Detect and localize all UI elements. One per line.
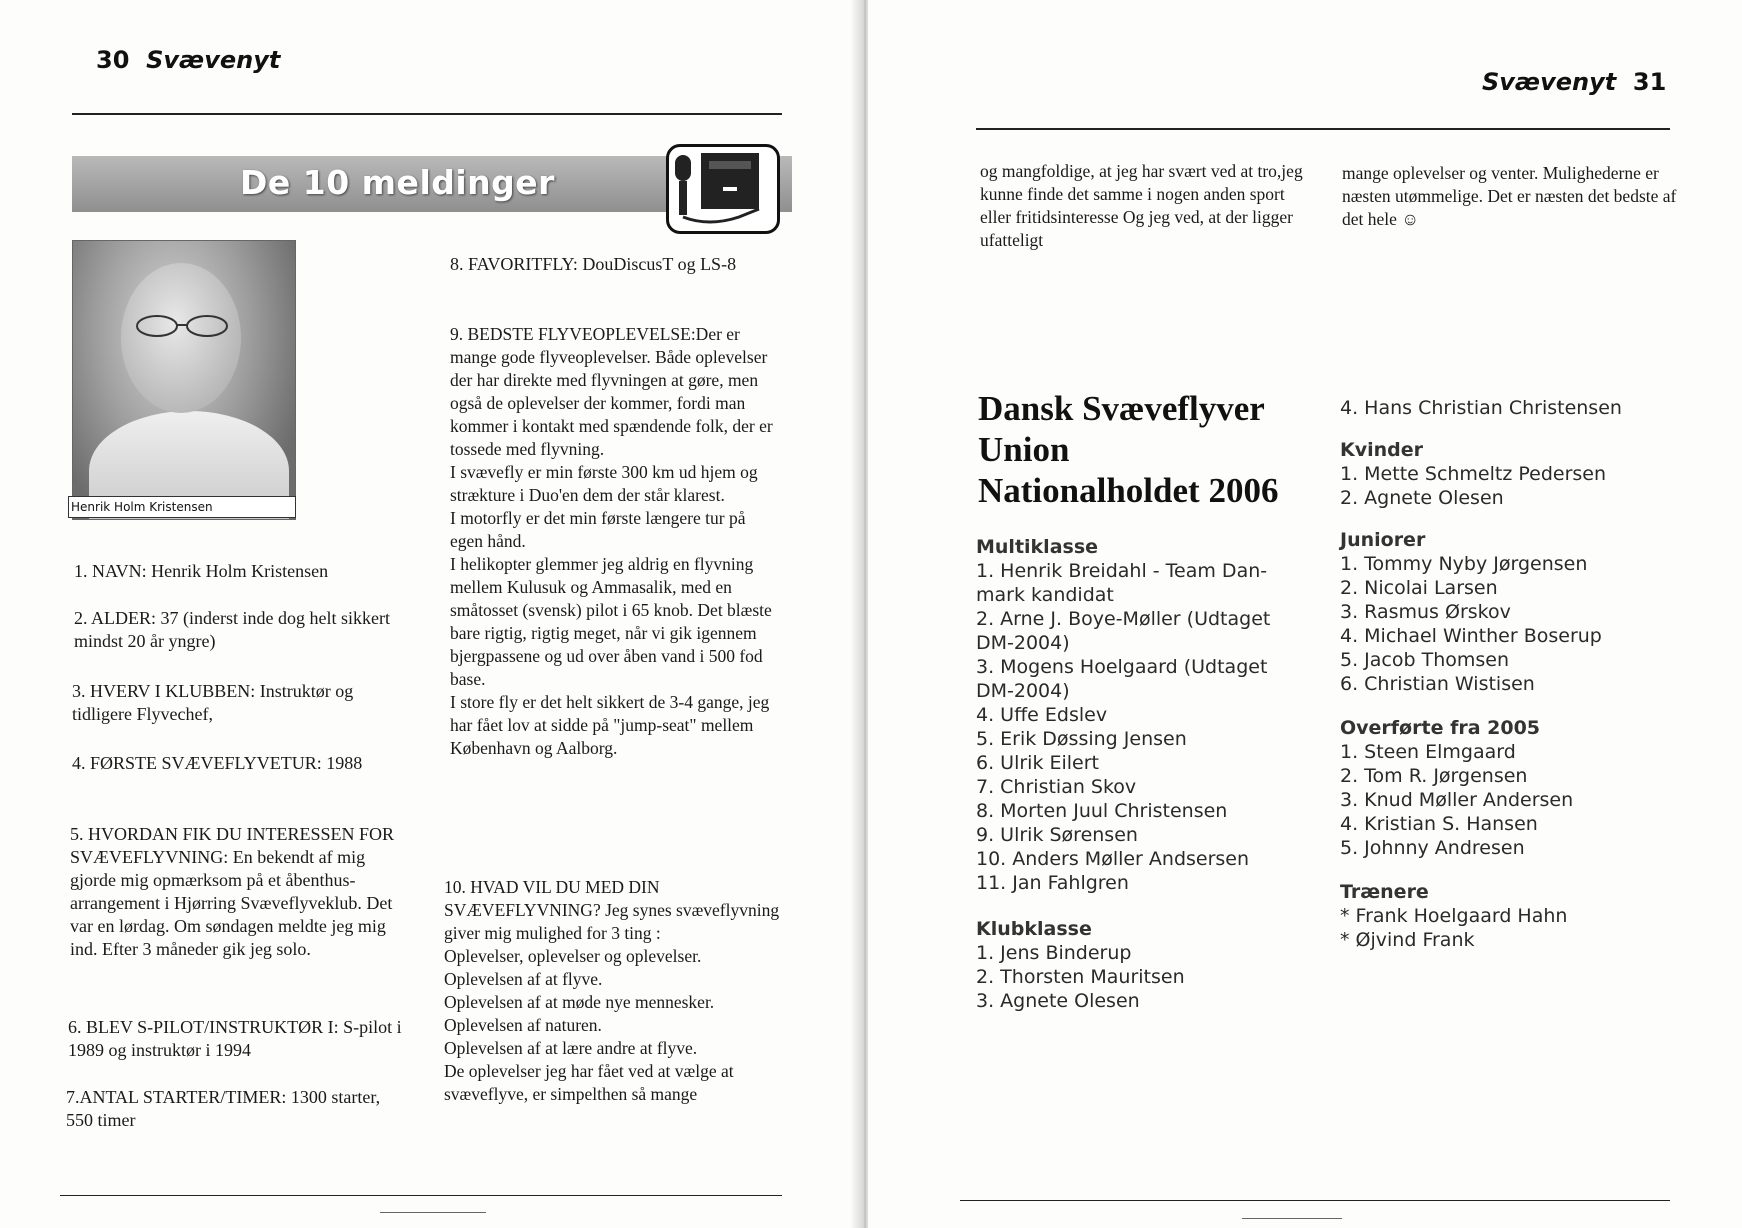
list-item: * Frank Hoelgaard Hahn [1340, 905, 1568, 927]
page-header-right [1482, 68, 1666, 96]
qa-10-para: 10. HVAD VIL DU MED DIN SVÆVEFLYVNING? Jeg synes svæveflyvning giver mig mulighed for 3 ting : [444, 877, 780, 943]
list-item: 1. Mette Schmeltz Pedersen [1340, 463, 1607, 485]
title-line: Dansk Svæveflyver [978, 389, 1265, 428]
qa-9-para: 9. BEDSTE FLYVEOPLEVELSE:Der er mange gode flyveoplevelser. Både oplevelser der har direkte med flyvningen at gøre, men også de oplevelser der kommer, fordi man kommer i kontakt med spændende folk, der er tossede med flyvning. [450, 324, 773, 459]
qa-4: 4. FØRSTE SVÆVEFLYVETUR: 1988 [72, 753, 363, 773]
microphone-radio-icon [666, 144, 780, 234]
list-item: mark kandidat [976, 584, 1114, 606]
list-item: 11. Jan Fahlgren [976, 872, 1129, 894]
list-item: 9. Ulrik Sørensen [976, 824, 1138, 846]
klubklasse-heading: Klubklasse [976, 918, 1092, 940]
list-item: 6. Christian Wistisen [1340, 673, 1535, 695]
list-item: 3. Agnete Olesen [976, 990, 1140, 1012]
header-rule-right [976, 128, 1670, 130]
photo-caption: Henrik Holm Kristensen [68, 496, 296, 518]
footer-glider-mark-right [1242, 1206, 1342, 1219]
traenere-heading: Trænere [1340, 881, 1429, 903]
list-item: 10. Anders Møller Andsersen [976, 848, 1250, 870]
list-item: 7. Christian Skov [976, 776, 1137, 798]
qa-10-para: Oplevelsen af at lære andre at flyve. [444, 1038, 698, 1058]
page-header-left [96, 46, 280, 74]
list-item: 8. Morten Juul Christensen [976, 800, 1228, 822]
footer-rule-right [960, 1200, 1670, 1201]
qa-10-para: Oplevelsen af at møde nye mennesker. [444, 992, 715, 1012]
qa-3: 3. HVERV I KLUBBEN: Instruktør og tidligere Flyvechef, [72, 681, 354, 724]
list-item: 1. Jens Binderup [976, 942, 1132, 964]
qa-8: 8. FAVORITFLY: DouDiscusT og LS-8 [450, 254, 737, 274]
qa-7: 7.ANTAL STARTER/TIMER: 1300 starter, 550 timer [66, 1087, 381, 1130]
qa-10-para: De oplevelser jeg har fået ved at vælge at svæveflyve, er simpelthen så mange [444, 1061, 734, 1104]
team-list-col2 [1340, 396, 1622, 952]
list-item: 3. Rasmus Ørskov [1340, 601, 1511, 623]
qa-2: 2. ALDER: 37 (inderst inde dog helt sikkert mindst 20 år yngre) [74, 608, 390, 651]
page-number-right: 31 [1632, 68, 1667, 96]
overforte-heading: Overførte fra 2005 [1340, 717, 1541, 739]
footer-glider-mark-left [380, 1200, 486, 1213]
magazine-name-left: Svævenyt [146, 46, 281, 74]
list-item: 2. Nicolai Larsen [1340, 577, 1498, 599]
list-item: 5. Jacob Thomsen [1340, 649, 1509, 671]
list-item: 2. Thorsten Mauritsen [976, 966, 1185, 988]
header-rule-left [72, 113, 782, 115]
list-item: 1. Steen Elmgaard [1340, 741, 1516, 763]
juniorer-heading: Juniorer [1340, 529, 1426, 551]
qa-9-para: I helikopter glemmer jeg aldrig en flyvning mellem Kulusuk og Ammasalik, med en småtosset (svensk) pilot i 65 knob. Det blæste bare rigtig, rigtig meget, når vi gik igennem bjergpassene og ud over åben vand i 500 fod base. [450, 554, 772, 689]
qa-10-para: Oplevelsen af at flyve. [444, 969, 603, 989]
magazine-name-right: Svævenyt [1482, 68, 1617, 96]
qa-9-para: I motorfly er det min første længere tur på egen hånd. [450, 508, 746, 551]
list-item: DM-2004) [976, 680, 1070, 702]
qa-10 [444, 876, 784, 1106]
national-team-title [978, 388, 1278, 511]
team-list-col1 [976, 535, 1270, 1013]
list-item: 2. Arne J. Boye-Møller (Udtaget [976, 608, 1271, 630]
footer-rule-left [60, 1195, 782, 1196]
qa-10-para: Oplevelsen af naturen. [444, 1015, 602, 1035]
qa-6: 6. BLEV S-PILOT/INSTRUKTØR I: S-pilot i 1989 og instruktør i 1994 [68, 1017, 402, 1060]
kvinder-heading: Kvinder [1340, 439, 1424, 461]
title-line: Union [978, 430, 1070, 469]
banner-title: De 10 meldinger [240, 163, 555, 202]
qa-9 [450, 323, 782, 760]
list-item: 6. Ulrik Eilert [976, 752, 1099, 774]
list-item: 1. Tommy Nyby Jørgensen [1340, 553, 1588, 575]
continued-text-col1: og mangfoldige, at jeg har svært ved at tro,jeg kunne finde det samme i nogen anden sport eller fritidsinteresse Og jeg ved, at der ligger ufatteligt [980, 161, 1303, 250]
title-line: Nationalholdet 2006 [978, 471, 1279, 510]
list-item: 2. Agnete Olesen [1340, 487, 1504, 509]
list-item: 5. Johnny Andresen [1340, 837, 1525, 859]
list-item: 4. Uffe Edslev [976, 704, 1108, 726]
multiklasse-heading: Multiklasse [976, 536, 1099, 558]
continued-text-col2: mange oplevelser og venter. Mulighederne er næsten utømmelige. Det er næsten det bedste af det hele ☺ [1342, 163, 1677, 229]
list-item: * Øjvind Frank [1340, 929, 1475, 951]
list-item: 3. Mogens Hoelgaard (Udtaget [976, 656, 1268, 678]
qa-9-para: I store fly er det helt sikkert de 3-4 gange, jeg har fået lov at sidde på "jump-seat" mellem København og Aalborg. [450, 692, 770, 758]
list-item: 4. Michael Winther Boserup [1340, 625, 1602, 647]
list-item: 4. Hans Christian Christensen [1340, 397, 1622, 419]
qa-5: 5. HVORDAN FIK DU INTERESSEN FOR SVÆVEFLYVNING: En bekendt af mig gjorde mig opmærksom på et åbenthus-arrangement i Hjørring Svæveflyveklub. Det var en lørdag. Om søndagen meldte jeg mig ind. Efter 3 måneder gik jeg solo. [70, 824, 395, 959]
list-item: 3. Knud Møller Andersen [1340, 789, 1574, 811]
list-item: 1. Henrik Breidahl - Team Dan- [976, 560, 1268, 582]
qa-9-para: I svævefly er min første 300 km ud hjem og strækture i Duo'en dem der står klarest. [450, 462, 758, 505]
portrait-photo [72, 240, 296, 520]
page-number-left: 30 [96, 46, 130, 74]
list-item: 5. Erik Døssing Jensen [976, 728, 1187, 750]
list-item: DM-2004) [976, 632, 1070, 654]
list-item: 4. Kristian S. Hansen [1340, 813, 1538, 835]
qa-1: 1. NAVN: Henrik Holm Kristensen [74, 561, 329, 581]
list-item: 2. Tom R. Jørgensen [1340, 765, 1528, 787]
left-page [0, 0, 858, 1228]
qa-10-para: Oplevelser, oplevelser og oplevelser. [444, 946, 702, 966]
